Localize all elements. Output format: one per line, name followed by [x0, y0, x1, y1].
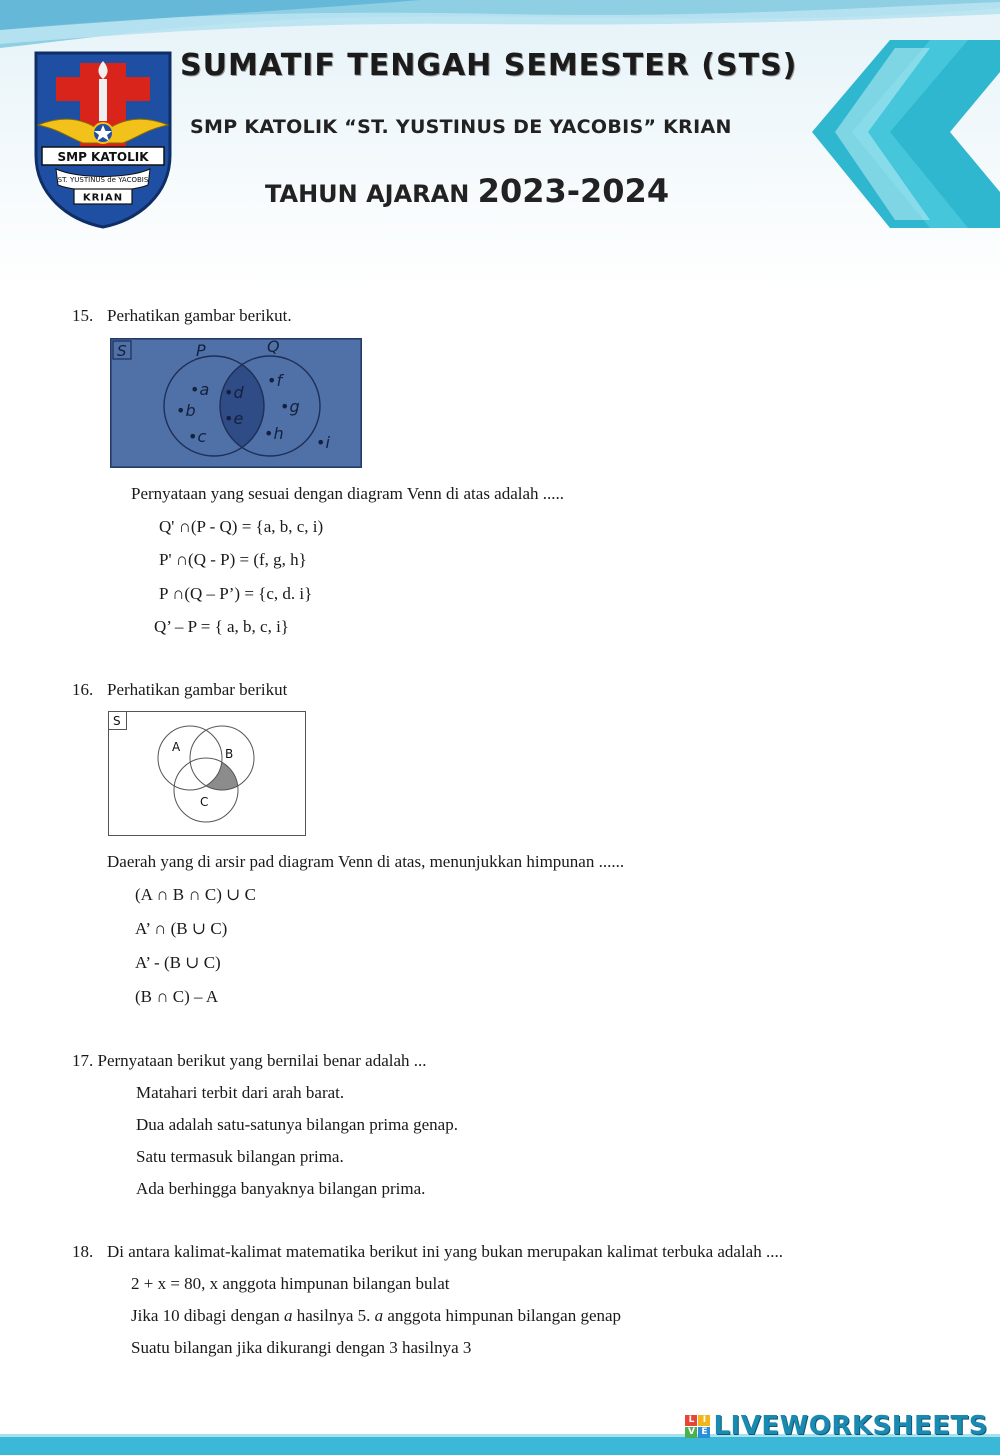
q15-element: •c — [188, 427, 207, 446]
q17-option[interactable]: Matahari terbit dari arah barat. — [136, 1083, 345, 1102]
school-logo — [28, 45, 178, 230]
q18-number: 18. — [72, 1242, 94, 1261]
q16-universe-label: S — [113, 714, 121, 728]
q16-option[interactable]: (A ∩ B ∩ C) ∪ C — [135, 885, 256, 904]
q15-element: •f — [267, 371, 283, 390]
q17-option[interactable]: Satu termasuk bilangan prima. — [136, 1147, 344, 1166]
q16-prompt: Perhatikan gambar berikut — [107, 680, 288, 699]
q15-option[interactable]: P' ∩(Q - P) = (f, g, h} — [159, 550, 307, 569]
q15-option[interactable]: P ∩(Q – P’) = {c, d. i} — [159, 584, 313, 603]
q15-set-q-label: Q — [267, 338, 280, 356]
q15-universe-label: S — [117, 342, 127, 360]
q18-variable: a — [283, 1306, 293, 1325]
q15-prompt: Perhatikan gambar berikut. — [107, 306, 292, 325]
q16-option[interactable]: A’ - (B ∪ C) — [135, 953, 221, 972]
q15-option[interactable]: Q’ – P = { a, b, c, i} — [154, 617, 289, 636]
q16-option[interactable]: (B ∩ C) – A — [135, 987, 219, 1006]
q15-element: •g — [280, 397, 300, 416]
q16-option[interactable]: A’ ∩ (B ∪ C) — [135, 919, 228, 938]
q15-venn-diagram — [110, 338, 362, 468]
brand-badge-letter: V — [685, 1427, 697, 1438]
brand-badge-letter: E — [698, 1427, 710, 1438]
header-banner — [0, 0, 1000, 290]
q15-option[interactable]: Q' ∩(P - Q) = {a, b, c, i) — [159, 517, 324, 536]
school-name: SMP KATOLIK “ST. YUSTINUS DE YACOBIS” KRIAN — [190, 116, 732, 138]
q15-set-p-label: P — [196, 341, 206, 360]
q16-set-c-label: C — [200, 795, 209, 809]
q16-venn-diagram — [108, 711, 306, 836]
q18-option-text: anggota himpunan bilangan genap — [383, 1306, 622, 1325]
brand-badge-letter: I — [698, 1415, 710, 1426]
q18-option[interactable]: Suatu bilangan jika dikurangi dengan 3 hasilnya 3 — [131, 1338, 472, 1357]
q18-option-text: Jika 10 dibagi dengan — [131, 1306, 284, 1325]
q15-element: •i — [316, 433, 330, 452]
q16-number: 16. — [72, 680, 94, 699]
q17-option[interactable]: Ada berhingga banyaknya bilangan prima. — [136, 1179, 426, 1198]
logo-banner-text: SMP KATOLIK — [57, 150, 149, 164]
logo-ribbon-text: ST. YUSTINUS de YACOBIS — [57, 176, 149, 184]
q18-variable: a — [374, 1306, 384, 1325]
academic-year-value: 2023-2024 — [477, 172, 670, 210]
q15-element: •h — [264, 424, 284, 443]
q17-option[interactable]: Dua adalah satu-satunya bilangan prima genap. — [136, 1115, 458, 1134]
brand-badge-letter: L — [685, 1415, 697, 1426]
q17-question: 17. Pernyataan berikut yang bernilai benar adalah ... — [72, 1051, 427, 1070]
q15-element: •d — [224, 383, 244, 402]
q15-element: •b — [176, 401, 196, 420]
logo-city-text: KRIAN — [82, 192, 124, 204]
q18-question: Di antara kalimat-kalimat matematika berikut ini yang bukan merupakan kalimat terbuka adalah .... — [107, 1242, 783, 1261]
academic-year — [265, 172, 669, 210]
q18-option[interactable] — [131, 1306, 621, 1326]
academic-year-label: TAHUN AJARAN — [265, 180, 478, 208]
q15-element: •a — [190, 380, 210, 399]
exam-title: SUMATIF TENGAH SEMESTER (STS) — [180, 48, 798, 83]
q15-question: Pernyataan yang sesuai dengan diagram Venn di atas adalah ..... — [131, 484, 565, 503]
q16-question: Daerah yang di arsir pad diagram Venn di atas, menunjukkan himpunan ...... — [107, 852, 625, 871]
q15-number: 15. — [72, 306, 94, 325]
brand-badge-icon — [685, 1415, 710, 1438]
q16-set-a-label: A — [172, 740, 181, 754]
brand-name: LIVEWORKSHEETS — [713, 1411, 988, 1441]
q18-option[interactable]: 2 + x = 80, x anggota himpunan bilangan bulat — [131, 1274, 450, 1293]
q16-set-b-label: B — [225, 747, 234, 761]
q15-element: •e — [224, 409, 244, 428]
q18-option-text: hasilnya 5. — [292, 1306, 375, 1325]
liveworksheets-brand[interactable] — [685, 1411, 988, 1441]
